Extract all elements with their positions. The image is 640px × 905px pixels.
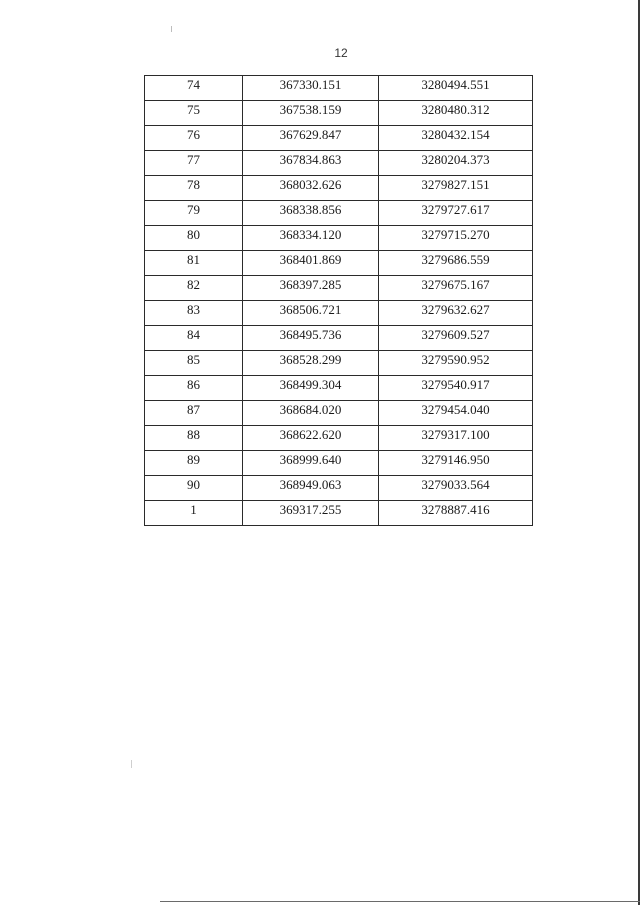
- coordinate-table: [144, 75, 533, 526]
- x-coordinate-cell: 368506.721: [243, 301, 379, 326]
- x-coordinate-cell: 367834.863: [243, 151, 379, 176]
- x-coordinate-cell: 368334.120: [243, 226, 379, 251]
- y-coordinate-cell: 3280204.373: [379, 151, 533, 176]
- point-id-cell: 87: [145, 401, 243, 426]
- y-coordinate-cell: 3279632.627: [379, 301, 533, 326]
- y-coordinate-cell: 3279827.151: [379, 176, 533, 201]
- point-id-cell: 80: [145, 226, 243, 251]
- point-id-cell: 84: [145, 326, 243, 351]
- table-row: [145, 351, 533, 376]
- y-coordinate-cell: 3278887.416: [379, 501, 533, 526]
- table-row: [145, 451, 533, 476]
- y-coordinate-cell: 3279590.952: [379, 351, 533, 376]
- table-row: [145, 176, 533, 201]
- point-id-cell: 89: [145, 451, 243, 476]
- point-id-cell: 1: [145, 501, 243, 526]
- y-coordinate-cell: 3279146.950: [379, 451, 533, 476]
- scan-edge-line: [160, 901, 640, 902]
- point-id-cell: 86: [145, 376, 243, 401]
- x-coordinate-cell: 368528.299: [243, 351, 379, 376]
- point-id-cell: 77: [145, 151, 243, 176]
- table-row: [145, 276, 533, 301]
- table-row: [145, 426, 533, 451]
- x-coordinate-cell: 368499.304: [243, 376, 379, 401]
- table-row: [145, 376, 533, 401]
- x-coordinate-cell: 367330.151: [243, 76, 379, 101]
- x-coordinate-cell: 369317.255: [243, 501, 379, 526]
- x-coordinate-cell: 368949.063: [243, 476, 379, 501]
- x-coordinate-cell: 368397.285: [243, 276, 379, 301]
- x-coordinate-cell: 368999.640: [243, 451, 379, 476]
- x-coordinate-cell: 368622.620: [243, 426, 379, 451]
- table-row: [145, 101, 533, 126]
- y-coordinate-cell: 3280432.154: [379, 126, 533, 151]
- table-row: [145, 151, 533, 176]
- table-row: [145, 251, 533, 276]
- table-row: [145, 501, 533, 526]
- table-row: [145, 126, 533, 151]
- point-id-cell: 81: [145, 251, 243, 276]
- point-id-cell: 75: [145, 101, 243, 126]
- y-coordinate-cell: 3279454.040: [379, 401, 533, 426]
- scan-mark: [171, 26, 172, 32]
- point-id-cell: 74: [145, 76, 243, 101]
- y-coordinate-cell: 3279609.527: [379, 326, 533, 351]
- y-coordinate-cell: 3279727.617: [379, 201, 533, 226]
- point-id-cell: 79: [145, 201, 243, 226]
- point-id-cell: 83: [145, 301, 243, 326]
- x-coordinate-cell: 367538.159: [243, 101, 379, 126]
- point-id-cell: 76: [145, 126, 243, 151]
- y-coordinate-cell: 3279033.564: [379, 476, 533, 501]
- y-coordinate-cell: 3279317.100: [379, 426, 533, 451]
- coordinate-table-body: [145, 76, 533, 526]
- y-coordinate-cell: 3279686.559: [379, 251, 533, 276]
- table-row: [145, 476, 533, 501]
- x-coordinate-cell: 367629.847: [243, 126, 379, 151]
- point-id-cell: 90: [145, 476, 243, 501]
- y-coordinate-cell: 3279715.270: [379, 226, 533, 251]
- x-coordinate-cell: 368684.020: [243, 401, 379, 426]
- table-row: [145, 326, 533, 351]
- point-id-cell: 82: [145, 276, 243, 301]
- x-coordinate-cell: 368032.626: [243, 176, 379, 201]
- y-coordinate-cell: 3279675.167: [379, 276, 533, 301]
- table-row: [145, 201, 533, 226]
- y-coordinate-cell: 3279540.917: [379, 376, 533, 401]
- x-coordinate-cell: 368495.736: [243, 326, 379, 351]
- scan-mark: [131, 760, 132, 768]
- y-coordinate-cell: 3280494.551: [379, 76, 533, 101]
- y-coordinate-cell: 3280480.312: [379, 101, 533, 126]
- table-row: [145, 401, 533, 426]
- x-coordinate-cell: 368338.856: [243, 201, 379, 226]
- table-row: [145, 226, 533, 251]
- point-id-cell: 88: [145, 426, 243, 451]
- point-id-cell: 78: [145, 176, 243, 201]
- point-id-cell: 85: [145, 351, 243, 376]
- x-coordinate-cell: 368401.869: [243, 251, 379, 276]
- page-number: 12: [334, 46, 348, 60]
- table-row: [145, 76, 533, 101]
- table-row: [145, 301, 533, 326]
